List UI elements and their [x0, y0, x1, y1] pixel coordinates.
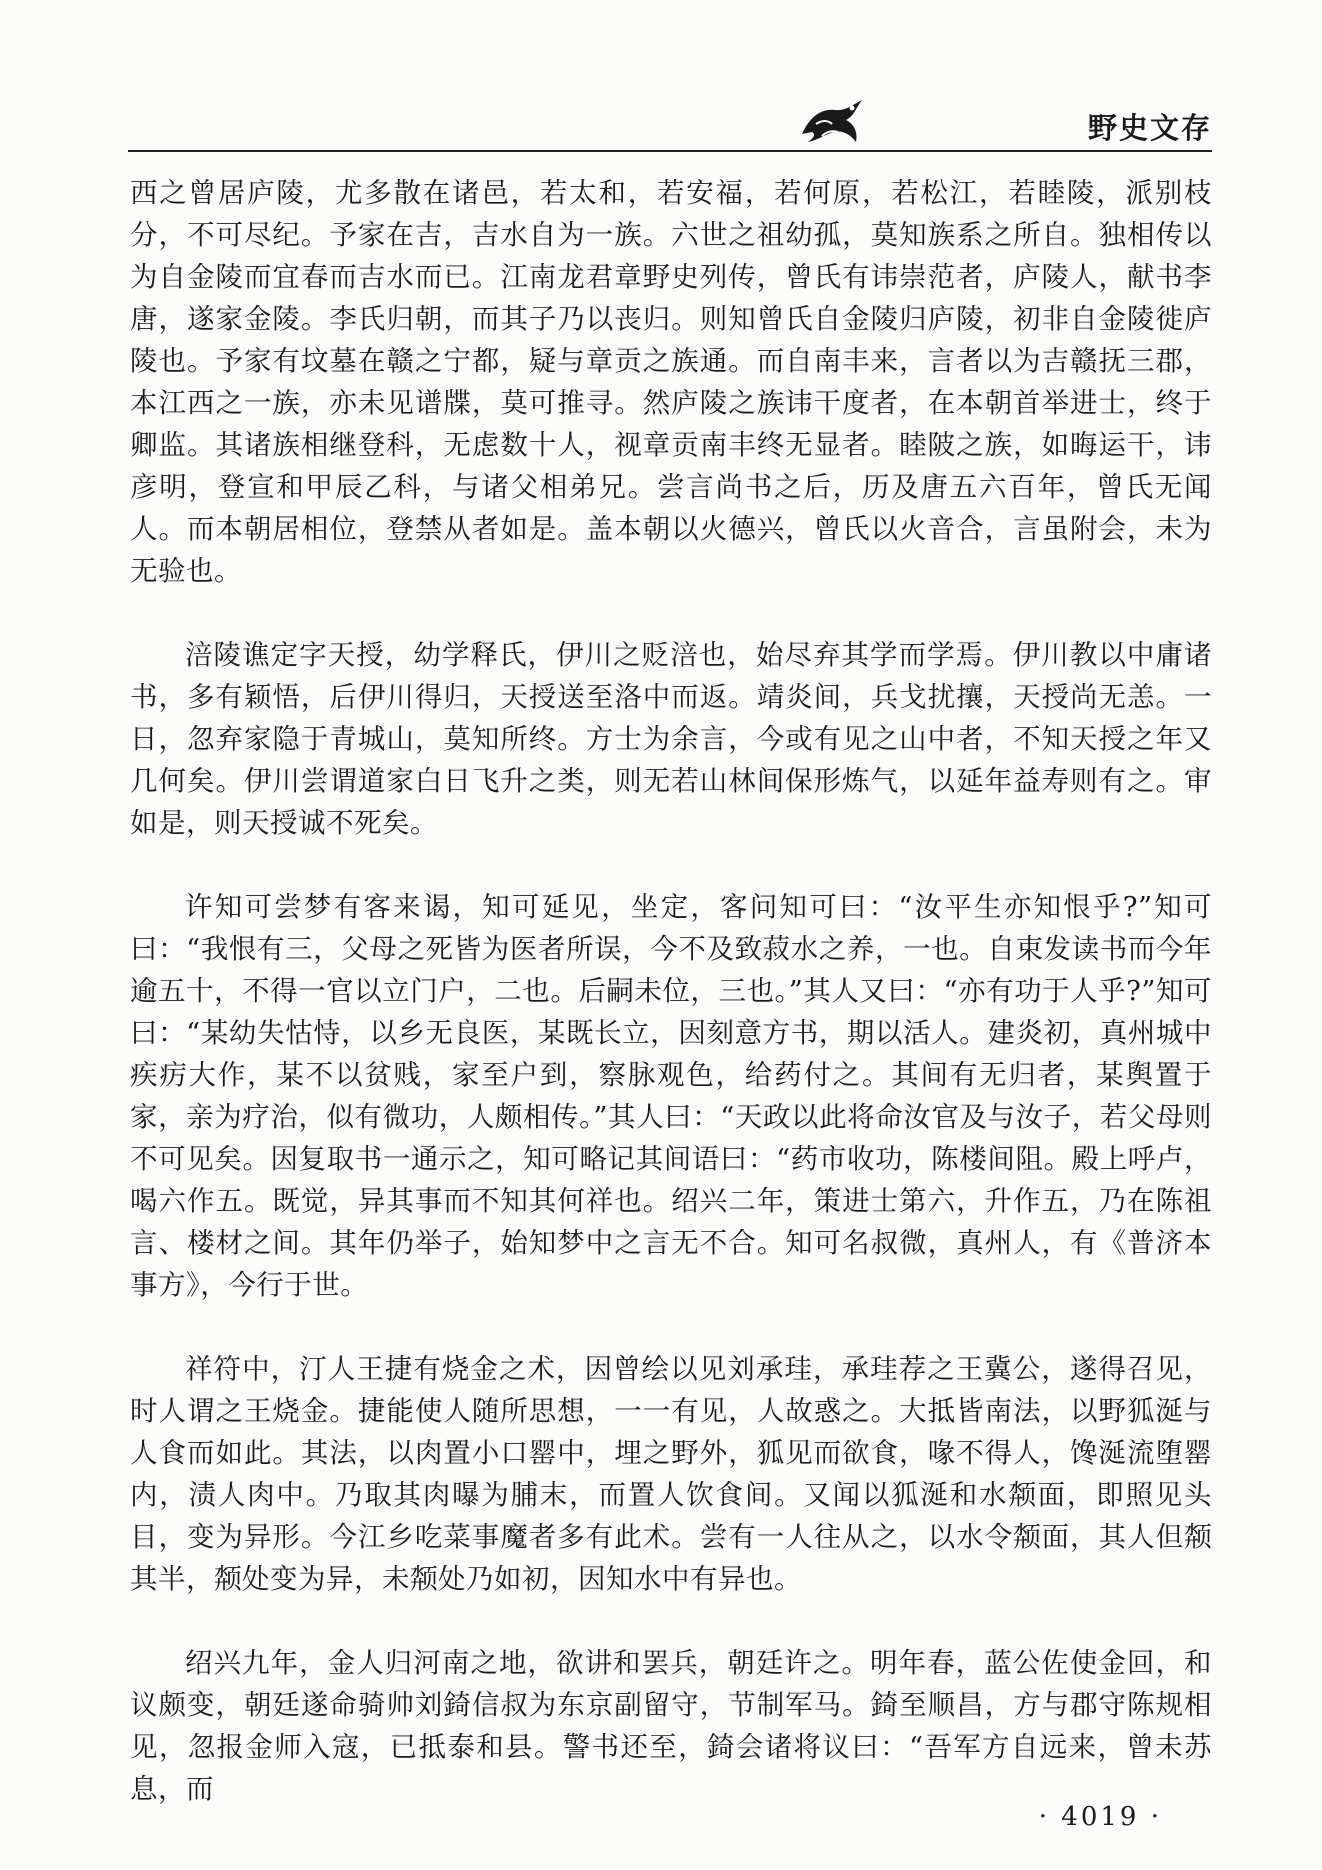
page-body: [130, 172, 1212, 1852]
paragraph-continued: 西之曾居庐陵，尤多散在诸邑，若太和，若安福，若何原，若松江，若睦陵，派别枝分，不可尽纪。予家在吉，吉水自为一族。六世之祖幼孤，莫知族系之所自。独相传以为自金陵而宜春而吉水而已。江南龙君章野史列传，曾氏有讳崇范者，庐陵人，献书李唐，遂家金陵。李氏归朝，而其子乃以丧归。则知曾氏自金陵归庐陵，初非自金陵徙庐陵也。予家有坟墓在赣之宁都，疑与章贡之族通。而自南丰来，言者以为吉赣抚三郡，本江西之一族，亦未见谱牒，莫可推寻。然庐陵之族讳干度者，在本朝首举进士，终于卿监。其诸族相继登科，无虑数十人，视章贡南丰终无显者。睦陂之族，如晦运干，讳彦明，登宣和甲辰乙科，与诸父相弟兄。尝言尚书之后，历及唐五六百年，曾氏无闻人。而本朝居相位，登禁从者如是。盖本朝以火德兴，曾氏以火音合，言虽附会，未为无验也。: [130, 177, 1212, 587]
paragraph: 许知可尝梦有客来谒，知可延见，坐定，客问知可曰：“汝平生亦知恨乎?”知可曰：“我恨有三，父母之死皆为医者所误，今不及致菽水之养，一也。自束发读书而今年逾五十，不得一官以立门户，二也。后嗣未位，三也。”其人又曰：“亦有功于人乎?”知可曰：“某幼失怙恃，以乡无良医，某既长立，因刻意方书，期以活人。建炎初，真州城中疾疠大作，某不以贫贱，家至户到，察脉观色，给药付之。其间有无归者，某舆置于家，亲为疗治，似有微功，人颇相传。”其人曰：“天政以此将命汝官及与汝子，若父母则不可见矣。因复取书一通示之，知可略记其间语曰：“药市收功，陈楼间阻。殿上呼卢，喝六作五。既觉，异其事而不知其何祥也。绍兴二年，策进士第六，升作五，乃在陈祖言、楼材之间。其年仍举子，始知梦中之言无不合。知可名叔微，真州人，有《普济本事方》，今行于世。: [130, 891, 1212, 1301]
page-number: · 4019 ·: [1038, 1802, 1162, 1832]
page-header: [0, 88, 1322, 158]
book-series-title: 野史文存: [1087, 111, 1212, 145]
paragraph: 绍兴九年，金人归河南之地，欲讲和罢兵，朝廷许之。明年春，蓝公佐使金回，和议颇变，朝廷遂命骑帅刘錡信叔为东京副留守，节制军马。錡至顺昌，方与郡守陈规相见，忽报金师入寇，已抵泰和县。警书还至，錡会诸将议曰：“吾军方自远来，曾未苏息，而: [130, 1647, 1212, 1805]
paragraph: 涪陵谯定字天授，幼学释氏，伊川之贬涪也，始尽弃其学而学焉。伊川教以中庸诸书，多有颖悟，后伊川得归，天授送至洛中而返。靖炎间，兵戈扰攘，天授尚无恙。一日，忽弃家隐于青城山，莫知所终。方士为余言，今或有见之山中者，不知天授之年又几何矣。伊川尝谓道家白日飞升之类，则无若山林间保形炼气，以延年益寿则有之。审如是，则天授诚不死矣。: [130, 639, 1212, 839]
paragraph: 祥符中，汀人王捷有烧金之术，因曾绘以见刘承珪，承珪荐之王冀公，遂得召见，时人谓之王烧金。捷能使人随所思想，一一有见，人故惑之。大抵皆南法，以野狐涎与人食而如此。其法，以肉置小口罂中，埋之野外，狐见而欲食，喙不得人，馋涎流堕罂内，渍人肉中。乃取其肉曝为脯末，而置人饮食间。又闻以狐涎和水颒面，即照见头目，变为异形。今江乡吃菜事魔者多有此术。尝有一人往从之，以水令颒面，其人但颒其半，颒处变为异，未颒处乃如初，因知水中有异也。: [130, 1353, 1212, 1595]
dragon-emblem-icon: [796, 94, 868, 150]
header-rule: [128, 150, 1212, 152]
